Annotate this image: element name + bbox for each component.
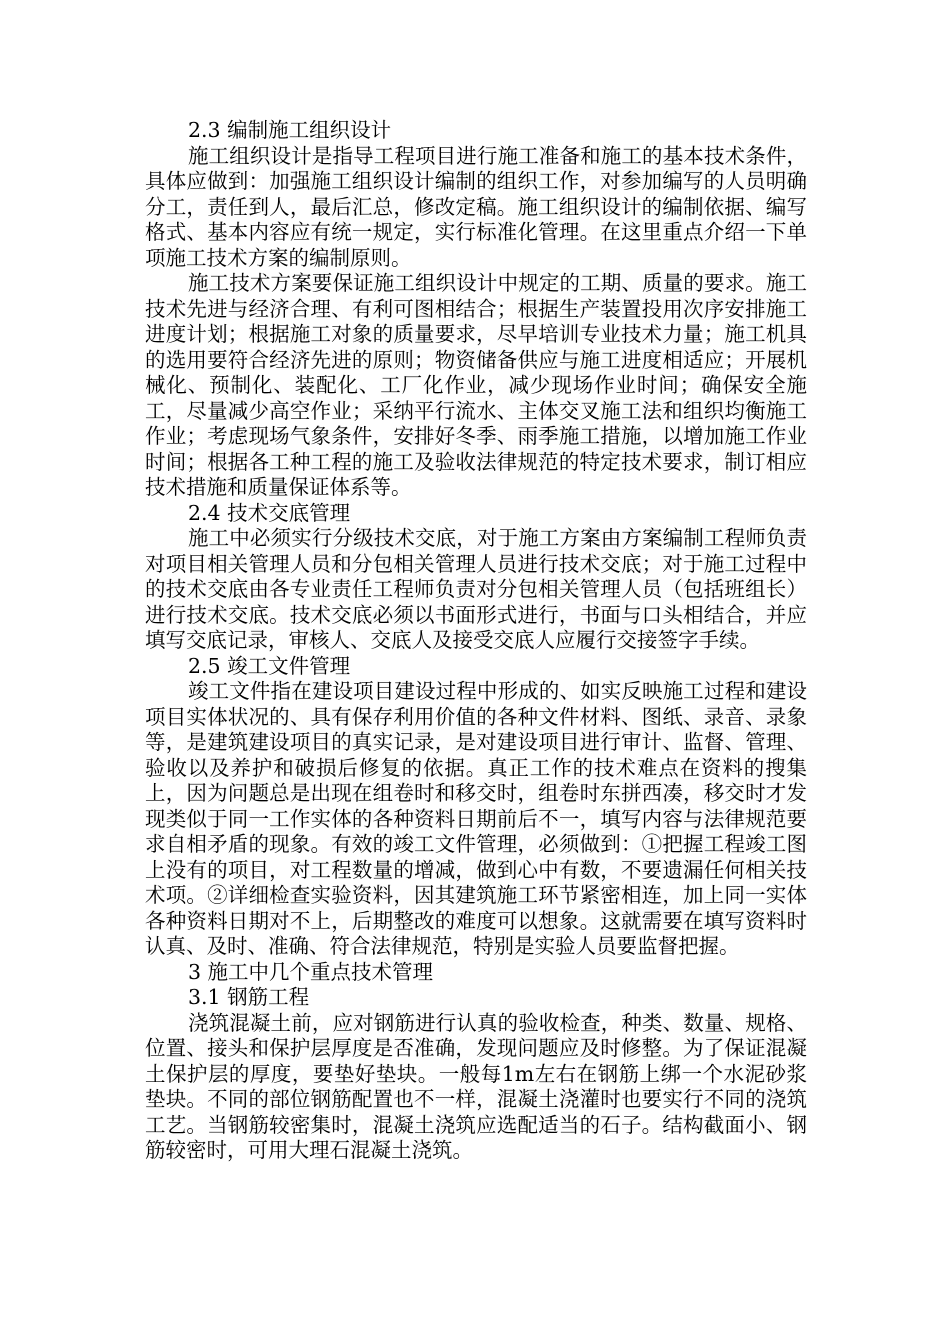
section-heading-2-4: 2.4 技术交底管理 bbox=[188, 500, 351, 525]
paragraph-technical-briefing: 施工中必须实行分级技术交底，对于施工方案由方案编制工程师负责对项目相关管理人员和分包相关管理人员进行技术交底；对于施工过程中的技术交底由各专业责任工程师负责对分包相关管理人员（包括班组长）进行技术交底。技术交底必须以书面形式进行，书面与口头相结合，并应填写交底记录，审核人、交底人及接受交底人应履行交接签字手续。 bbox=[145, 526, 807, 652]
section-heading-3: 3 施工中几个重点技术管理 bbox=[188, 959, 434, 984]
paragraph-construction-design: 施工组织设计是指导工程项目进行施工准备和施工的基本技术条件，具体应做到：加强施工组织设计编制的组织工作，对参加编写的人员明确分工，责任到人，最后汇总，修改定稿。施工组织设计的编制依据、编写格式、基本内容应有统一规定，实行标准化管理。在这里重点介绍一下单项施工技术方案的编制原则。 bbox=[145, 143, 807, 270]
document-body bbox=[145, 118, 807, 1164]
section-heading-2-3: 2.3 编制施工组织设计 bbox=[188, 118, 392, 142]
paragraph-rebar-engineering: 浇筑混凝土前，应对钢筋进行认真的验收检查，种类、数量、规格、位置、接头和保护层厚度是否准确，发现问题应及时修整。为了保证混凝土保护层的厚度，要垫好垫块。一般每1m左右在钢筋上绑一个水泥砂浆垫块。不同的部位钢筋配置也不一样，混凝土浇灌时也要实行不同的浇筑工艺。当钢筋较密集时，混凝土浇筑应选配适当的石子。结构截面小、钢筋较密时，可用大理石混凝土浇筑。 bbox=[145, 1010, 807, 1162]
section-heading-2-5: 2.5 竣工文件管理 bbox=[188, 653, 351, 678]
section-heading-3-1: 3.1 钢筋工程 bbox=[188, 985, 310, 1009]
paragraph-completion-documents: 竣工文件指在建设项目建设过程中形成的、如实反映施工过程和建设项目实体状况的、具有保存利用价值的各种文件材料、图纸、录音、录象等，是建筑建设项目的真实记录，是对建设项目进行审计、监督、管理、验收以及养护和破损后修复的依据。真正工作的技术难点在资料的搜集上，因为问题总是出现在组卷时和移交时，组卷时东拼西凑，移交时才发现类似于同一工作实体的各种资料日期前后不一，填写内容与法律规范要求自相矛盾的现象。有效的竣工文件管理，必须做到：①把握工程竣工图上没有的项目，对工程数量的增减，做到心中有数，不要遗漏任何相关技术项。②详细检查实验资料，因其建筑施工环节紧密相连，加上同一实体各种资料日期对不上，后期整改的难度可以想象。这就需要在填写资料时认真、及时、准确、符合法律规范，特别是实验人员要监督把握。 bbox=[145, 679, 807, 958]
paragraph-technical-plan: 施工技术方案要保证施工组织设计中规定的工期、质量的要求。施工技术先进与经济合理、有利可图相结合；根据生产装置投用次序安排施工进度计划；根据施工对象的质量要求，尽早培训专业技术力量；施工机具的选用要符合经济先进的原则；物资储备供应与施工进度相适应；开展机械化、预制化、装配化、工厂化作业，减少现场作业时间；确保安全施工，尽量减少高空作业；采纳平行流水、主体交叉施工法和组织均衡施工作业；考虑现场气象条件，安排好冬季、雨季施工措施，以增加施工作业时间；根据各工种工程的施工及验收法律规范的特定技术要求，制订相应技术措施和质量保证体系等。 bbox=[145, 271, 807, 499]
